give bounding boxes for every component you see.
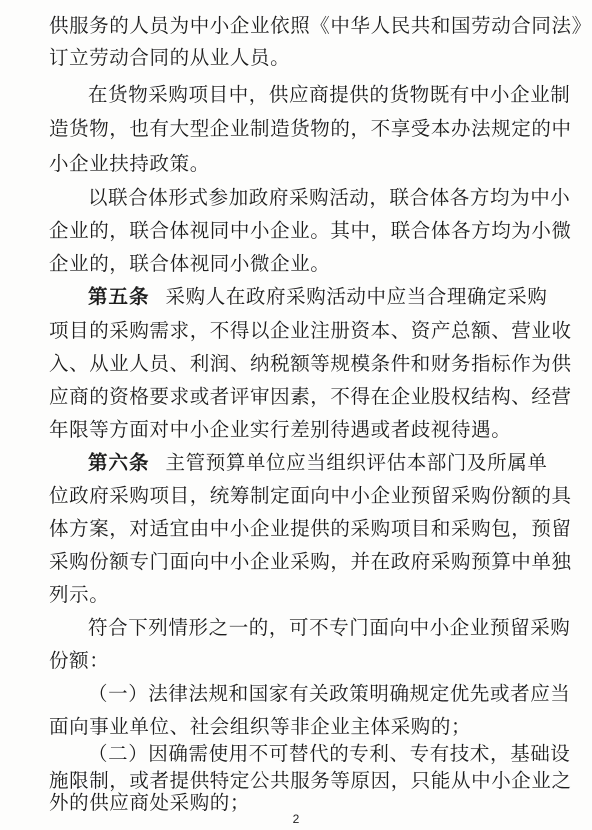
- text-line: 列示。: [49, 583, 110, 606]
- text-line: 外的供应商处采购的；: [49, 791, 251, 814]
- text-line: 份额：: [49, 649, 110, 672]
- text-line: 以联合体形式参加政府采购活动，联合体各方均为中小: [88, 186, 571, 209]
- article-heading: 第五条: [88, 285, 150, 308]
- text-line: 施限制，或者提供特定公共服务等原因，只能从中小企业之: [49, 769, 572, 792]
- text-line: （一）法律法规和国家有关政策明确规定优先或者应当: [88, 682, 571, 705]
- text-line: 符合下列情形之一的，可不专门面向中小企业预留采购: [88, 616, 571, 639]
- text-line: 入、从业人员、利润、纳税额等规模条件和财务指标作为供: [49, 352, 572, 375]
- article-heading: 第六条: [88, 451, 150, 474]
- text-line: 位政府采购项目，统筹制定面向中小企业预留采购份额的具: [49, 484, 572, 507]
- text-line: 企业的，联合体视同中小企业。其中，联合体各方均为小微: [49, 219, 572, 242]
- article-line: [88, 450, 547, 476]
- text-line: 供服务的人员为中小企业依照《中华人民共和国劳动合同法》: [49, 14, 592, 37]
- text-line: 采购人在政府采购活动中应当合理确定采购: [165, 285, 548, 308]
- article-line: [88, 284, 547, 310]
- text-line: 年限等方面对中小企业实行差别待遇或者歧视待遇。: [49, 418, 512, 441]
- text-line: 主管预算单位应当组织评估本部门及所属单: [165, 451, 548, 474]
- text-line: 企业的，联合体视同小微企业。: [49, 252, 331, 275]
- page-number: 2: [292, 812, 300, 826]
- text-line: 造货物，也有大型企业制造货物的，不享受本办法规定的中: [49, 117, 572, 140]
- text-line: 小企业扶持政策。: [49, 152, 210, 175]
- text-line: 项目的采购需求，不得以企业注册资本、资产总额、营业收: [49, 319, 572, 342]
- text-line: （二）因确需使用不可替代的专利、专有技术，基础设: [88, 742, 571, 765]
- text-line: 体方案，对适宜由中小企业提供的采购项目和采购包，预留: [49, 517, 572, 540]
- text-line: 面向事业单位、社会组织等非企业主体采购的；: [49, 715, 472, 738]
- text-line: 订立劳动合同的从业人员。: [49, 46, 291, 69]
- text-line: 采购份额专门面向中小企业采购，并在政府采购预算中单独: [49, 550, 572, 573]
- text-line: 在货物采购项目中，供应商提供的货物既有中小企业制: [88, 83, 571, 106]
- text-line: 应商的资格要求或者评审因素，不得在企业股权结构、经营: [49, 385, 572, 408]
